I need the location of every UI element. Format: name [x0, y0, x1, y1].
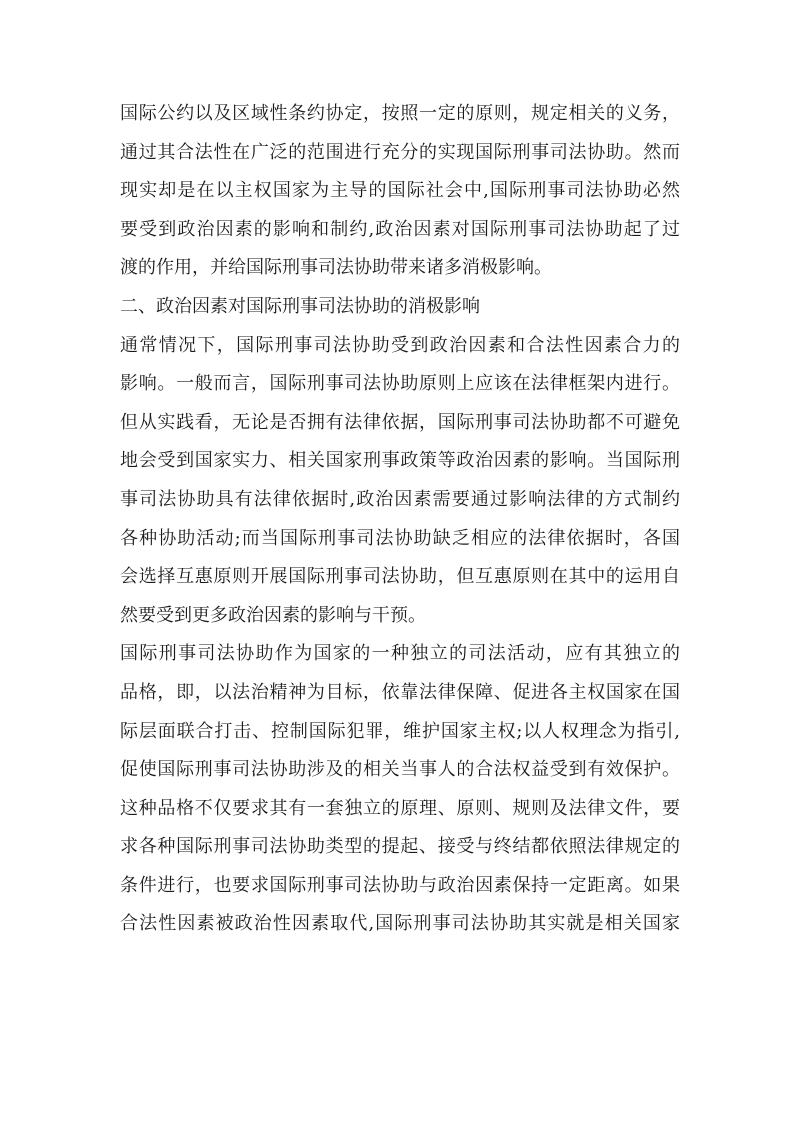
- text-line: 合法性因素被政治性因素取代,国际刑事司法协助其实就是相关国家: [120, 913, 680, 935]
- text-line: 事司法协助具有法律依据时,政治因素需要通过影响法律的方式制约: [120, 488, 680, 510]
- document-body: [120, 95, 680, 944]
- text-line: 条件进行，也要求国际刑事司法协助与政治因素保持一定距离。如果: [120, 874, 680, 896]
- text-line: 渡的作用，并给国际刑事司法协助带来诸多消极影响。: [120, 257, 552, 279]
- text-line: 这种品格不仅要求其有一套独立的原理、原则、规则及法律文件，要: [120, 797, 680, 819]
- text-line: 但从实践看，无论是否拥有法律依据，国际刑事司法协助都不可避免: [120, 411, 680, 433]
- text-line: 国际刑事司法协助作为国家的一种独立的司法活动，应有其独立的: [120, 643, 680, 665]
- text-line: 影响。一般而言，国际刑事司法协助原则上应该在法律框架内进行。: [120, 373, 680, 395]
- text-line: 际层面联合打击、控制国际犯罪，维护国家主权;以人权理念为指引,: [120, 720, 680, 742]
- text-line: 通常情况下，国际刑事司法协助受到政治因素和合法性因素合力的: [120, 334, 680, 356]
- text-line: 要受到政治因素的影响和制约,政治因素对国际刑事司法协助起了过: [120, 218, 680, 240]
- text-line: 促使国际刑事司法协助涉及的相关当事人的合法权益受到有效保护。: [120, 759, 680, 781]
- text-line: 国际公约以及区域性条约协定，按照一定的原则，规定相关的义务，: [120, 103, 680, 124]
- text-line: 二、政治因素对国际刑事司法协助的消极影响: [120, 295, 480, 317]
- text-line: 会选择互惠原则开展国际刑事司法协助，但互惠原则在其中的运用自: [120, 566, 680, 588]
- text-line: 然要受到更多政治因素的影响与干预。: [120, 604, 426, 626]
- text-line: 通过其合法性在广泛的范围进行充分的实现国际刑事司法协助。然而: [120, 141, 680, 163]
- text-line: 求各种国际刑事司法协助类型的提起、接受与终结都依照法律规定的: [120, 836, 680, 858]
- text-line: 现实却是在以主权国家为主导的国际社会中,国际刑事司法协助必然: [120, 180, 680, 202]
- text-line: 品格，即，以法治精神为目标，依靠法律保障、促进各主权国家在国: [120, 681, 680, 703]
- text-line: 各种协助活动;而当国际刑事司法协助缺乏相应的法律依据时，各国: [120, 527, 680, 549]
- text-line: 地会受到国家实力、相关国家刑事政策等政治因素的影响。当国际刑: [120, 450, 680, 472]
